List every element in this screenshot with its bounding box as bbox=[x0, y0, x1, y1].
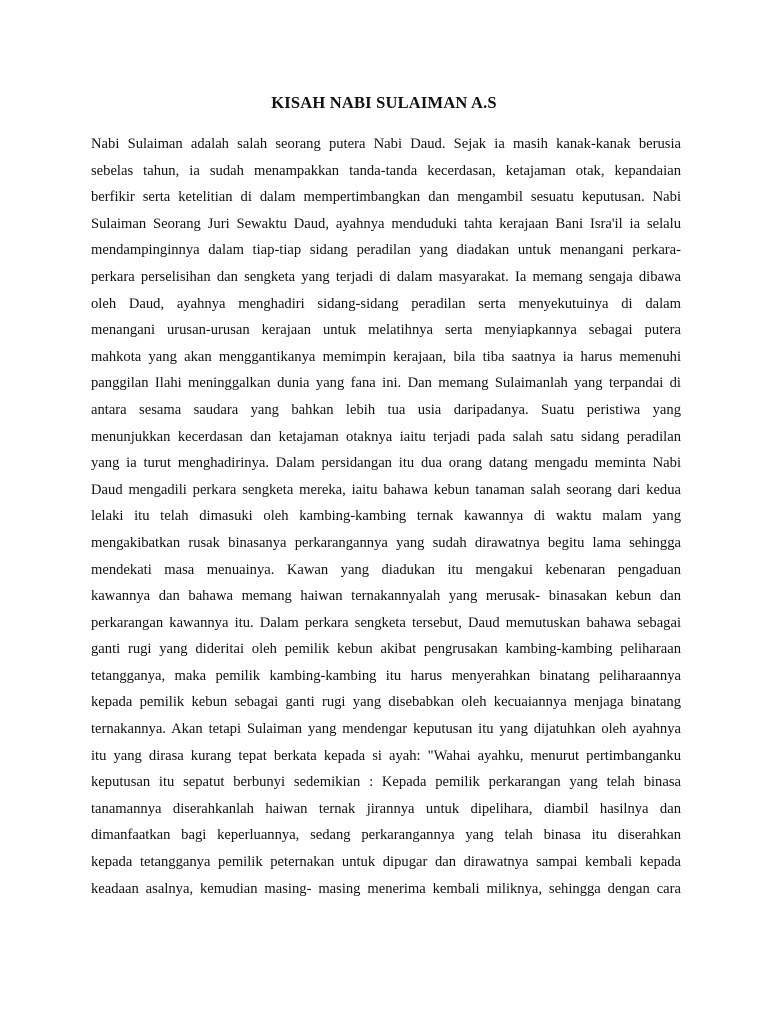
paragraph-line: antara sesama saudara yang bahkan lebih tua usia daripadanya. Suatu peristiwa yang bbox=[91, 401, 681, 418]
paragraph-line: lelaki itu telah dimasuki oleh kambing-kambing ternak kawannya di waktu malam yang bbox=[91, 508, 681, 525]
paragraph-line: perkarangan kawannya itu. Dalam perkara sengketa tersebut, Daud memutuskan bahawa sebagai bbox=[91, 614, 681, 631]
paragraph-line: sebelas tahun, ia sudah menampakkan tanda-tanda kecerdasan, ketajaman otak, kepandaian bbox=[91, 162, 681, 179]
paragraph-line: menangani urusan-urusan kerajaan untuk melatihnya serta menyiapkannya sebagai putera bbox=[91, 322, 681, 339]
paragraph-line: oleh Daud, ayahnya menghadiri sidang-sidang peradilan serta menyekutuinya di dalam bbox=[91, 295, 681, 312]
paragraph-line: panggilan Ilahi meninggalkan dunia yang fana ini. Dan memang Sulaimanlah yang terpandai di bbox=[91, 375, 681, 392]
paragraph-line: Daud mengadili perkara sengketa mereka, iaitu bahawa kebun tanaman salah seorang dari kedua bbox=[91, 481, 681, 498]
paragraph-line: perkara perselisihan dan sengketa yang terjadi di dalam masyarakat. Ia memang sengaja dibawa bbox=[91, 268, 681, 285]
paragraph-line: ganti rugi yang dideritai oleh pemilik kebun akibat pengrusakan kambing-kambing peliharaan bbox=[91, 641, 681, 658]
paragraph-line: itu yang dirasa kurang tepat berkata kepada si ayah: "Wahai ayahku, menurut pertimbanganku bbox=[91, 747, 681, 764]
document-title: KISAH NABI SULAIMAN A.S bbox=[271, 93, 497, 112]
paragraph-line: mendampinginnya dalam tiap-tiap sidang peradilan yang diadakan untuk menangani perkara- bbox=[91, 242, 681, 259]
paragraph-line: keputusan itu sepatut berbunyi sedemikian : Kepada pemilik perkarangan yang telah binasa bbox=[91, 774, 681, 791]
paragraph-line: Nabi Sulaiman adalah salah seorang putera Nabi Daud. Sejak ia masih kanak-kanak berusia bbox=[91, 136, 681, 152]
paragraph-line: kawannya dan bahawa memang haiwan ternakannyalah yang merusak- binasakan kebun dan bbox=[91, 588, 681, 605]
paragraph-line: mendekati masa menuainya. Kawan yang diadukan itu mengakui kebenaran pengaduan bbox=[91, 561, 681, 578]
document-body bbox=[91, 131, 681, 902]
paragraph-line: mengakibatkan rusak binasanya perkarangannya yang sudah dirawatnya begitu lama sehingga bbox=[91, 534, 681, 551]
paragraph-line: dimanfaatkan bagi keperluannya, sedang perkarangannya yang telah binasa itu diserahkan bbox=[91, 827, 681, 844]
paragraph-line: Sulaiman Seorang Juri Sewaktu Daud, ayahnya menduduki tahta kerajaan Bani Isra'il ia selalu bbox=[91, 215, 681, 232]
paragraph-line: keadaan asalnya, kemudian masing- masing menerima kembali miliknya, sehingga dengan cara bbox=[91, 880, 681, 897]
paragraph-line: ternakannya. Akan tetapi Sulaiman yang mendengar keputusan itu yang dijatuhkan oleh ayahnya bbox=[91, 721, 681, 738]
paragraph-line: berfikir serta ketelitian di dalam mempertimbangkan dan mengambil sesuatu keputusan. Nabi bbox=[91, 189, 681, 206]
paragraph-line: kepada pemilik kebun sebagai ganti rugi yang disebabkan oleh kecuaiannya menjaga binatang bbox=[91, 694, 681, 711]
paragraph-line: tanamannya diserahkanlah haiwan ternak jirannya untuk dipelihara, diambil hasilnya dan bbox=[91, 800, 681, 817]
paragraph-line: kepada tetangganya pemilik peternakan untuk dipugar dan dirawatnya sampai kembali kepada bbox=[91, 854, 681, 871]
paragraph-line: mahkota yang akan menggantikanya memimpin kerajaan, bila tiba saatnya ia harus memenuhi bbox=[91, 348, 681, 365]
paragraph-line: menunjukkan kecerdasan dan ketajaman otaknya iaitu terjadi pada salah satu sidang peradilan bbox=[91, 428, 681, 445]
paragraph-line: tetangganya, maka pemilik kambing-kambing itu harus menyerahkan binatang peliharaannya bbox=[91, 667, 681, 684]
paragraph-line: yang ia turut menghadirinya. Dalam persidangan itu dua orang datang mengadu meminta Nabi bbox=[91, 455, 681, 472]
